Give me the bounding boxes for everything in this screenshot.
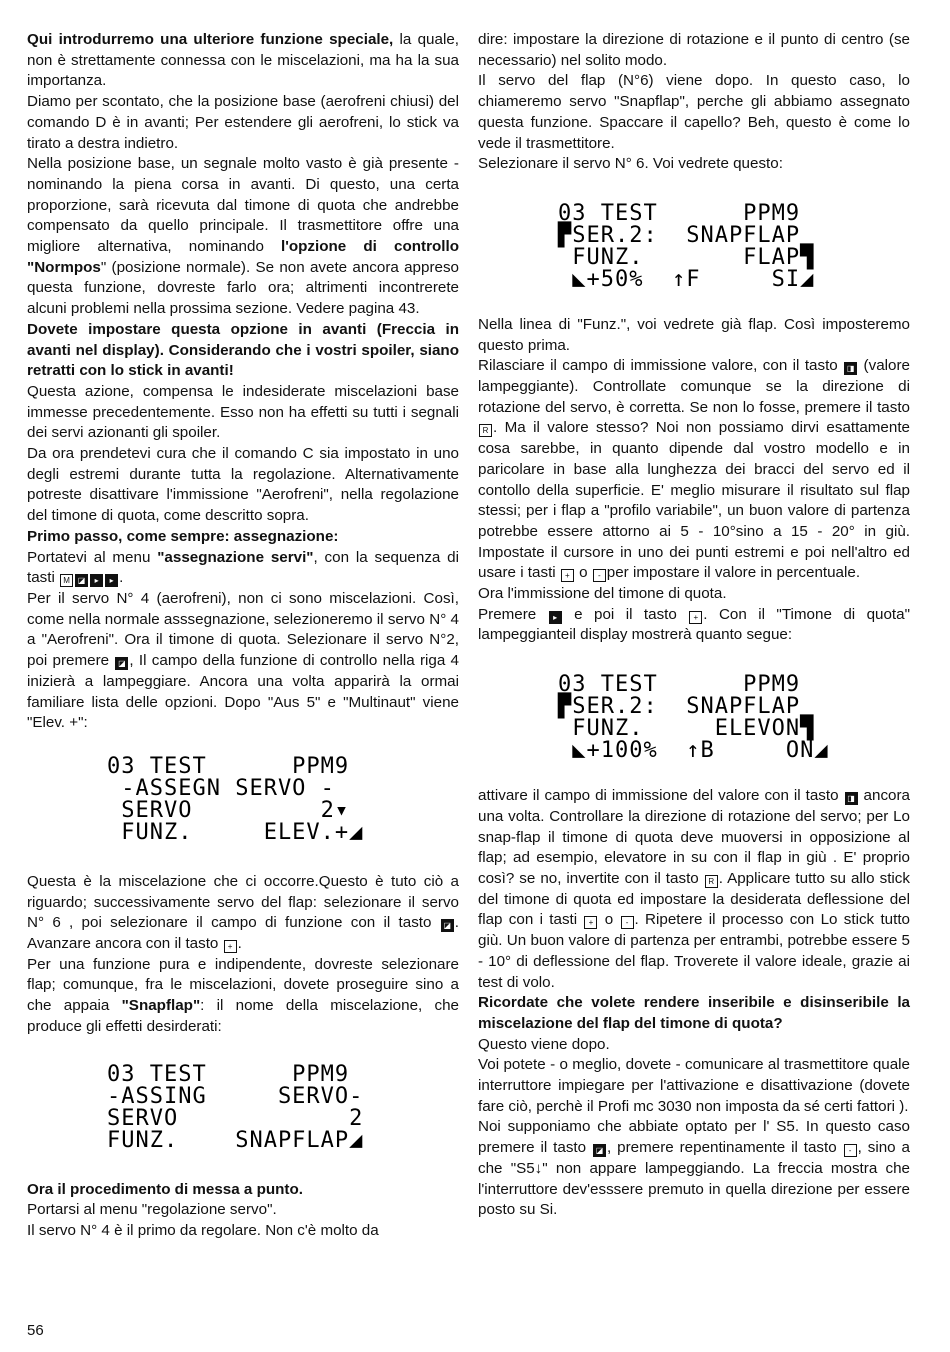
text: . Applicare tutto su allo stick del timone di quota ed impostare la desiderata deflessione del flap con i tasti xyxy=(478,869,910,929)
lcd-display-assign-elev xyxy=(107,753,459,845)
left-column xyxy=(27,30,459,1242)
enter-key-icon: ◪ xyxy=(441,919,454,932)
bold-text: "Snapflap" xyxy=(121,997,201,1015)
paragraph xyxy=(27,154,459,320)
enter-key-icon: ◪ xyxy=(593,1144,606,1157)
bold-text: "assegnazione servi" xyxy=(157,548,314,566)
enter-key-icon: ◪ xyxy=(75,574,88,587)
text: , sino a che "S5↓" non appare lampeggiando. La freccia mostra che l'interruttore dev'esssere premuto in quella direzione per essere posto su Si. xyxy=(478,1139,910,1219)
right-key-icon: ▸ xyxy=(90,574,103,587)
text: attivare il campo di immissione del valore con il tasto xyxy=(478,787,844,805)
text: . Ripetere il processo con Lo stick tutto giù. Un buon valore di partenza per entrambi, potrebbe essere 5 - 10° di deflessione del flap. Troverete il valore ideale, grazie ai test di volo. xyxy=(478,911,911,991)
minus-key-icon: - xyxy=(621,916,634,929)
paragraph xyxy=(478,356,910,584)
text: Per il servo N° 4 (aerofreni), non ci sono miscelazioni. Così, come nella normale asssegnazione, selezioneremo il servo N° 4 a "Aerofreni". Ora il timone di quota. Selezionare il servo N°2, poi premere xyxy=(27,589,459,670)
text: . Con il "Timone di quota" lampeggianteil display mostrerà quanto segue: xyxy=(478,605,910,644)
lcd-line: SERVO 2▾ xyxy=(107,797,350,823)
lcd-line: FUNZ. FLAP▜ xyxy=(558,244,815,270)
select-key-icon: ◨ xyxy=(845,792,858,805)
intro-text: la quale, non è strettamente connessa con le miscelazioni, ma ha la sua importanza. xyxy=(27,31,459,90)
menu-key-icon: M xyxy=(60,574,73,587)
lcd-line: -ASSEGN SERVO - xyxy=(107,775,335,801)
bold-paragraph: Ricordate che volete rendere inseribile e disinseribile la miscelazione del flap del timone di quota? xyxy=(478,994,910,1032)
plus-key-icon: + xyxy=(584,916,597,929)
paragraph: Questa azione, compensa le indesiderate miscelazioni base immesse precedentemente. Esso non ha effetti su tutti i segnali dei servi azionanti gli spoiler. xyxy=(27,382,459,442)
text: Per una funzione pura e indipendente, dovreste selezionare flap; comunque, fra le miscelazioni, dovete proseguire sino a che appaia xyxy=(27,955,459,1015)
paragraph: Ora l'immissione del timone di quota. xyxy=(478,585,727,603)
paragraph: Nella linea di "Funz.", voi vedrete già flap. Così imposteremo questo prima. xyxy=(478,315,910,354)
text: Questa è la miscelazione che ci occorre.Questo è tuto ciò a riguardo; successivamente servo del flap: selezionare il servo N° 6 , poi selezionare il campo di funzione con il tasto xyxy=(27,872,459,932)
text: Portatevi al menu xyxy=(27,548,158,566)
paragraph: Questo viene dopo. xyxy=(478,1035,610,1053)
lcd-line: FUNZ. ELEVON▜ xyxy=(558,716,815,742)
text: : il nome della miscelazione, che produce gli effetti desirderati: xyxy=(27,997,459,1035)
text: Rilasciare il campo di immissione valore, con il tasto xyxy=(478,357,844,375)
plus-key-icon: + xyxy=(224,940,237,953)
text: ancora una volta. Controllare la direzione di rotazione del servo; per Lo snap-flap il timone di quota deve muoversi in opposizione al flap; ad esempio, elevatore in su con il flap in giù . E' proprio così? se no, invertite con il tasto xyxy=(478,787,910,887)
section-heading: Primo passo, come sempre: assegnazione: xyxy=(27,527,339,545)
paragraph xyxy=(27,872,459,955)
text: Nella posizione base, un segnale molto vasto è già presente - nominando la piena corsa in avanti. Di questo, una certa proporzione, sarà ricevuta dal timone di quota che andrebbe compensato da quello principale. Il trasmettitore offre una migliore alternativa, nominando xyxy=(27,155,459,256)
paragraph xyxy=(478,1117,910,1221)
enter-key-icon: ◪ xyxy=(115,657,128,670)
lcd-line: ◣+50% ↑F SI◢ xyxy=(558,266,815,292)
bold-paragraph: Dovete impostare questa opzione in avanti (Freccia in avanti nel display). Considerando che i vostri spoiler, siano retratti con lo stick in avanti! xyxy=(27,320,459,380)
text: , con la sequenza di tasti xyxy=(27,548,460,587)
paragraph: dire: impostare la direzione di rotazione e il punto di centro (se necessario) nel solito modo. xyxy=(478,31,910,69)
paragraph: Il servo N° 4 è il primo da regolare. Non c'è molto da xyxy=(27,1221,379,1239)
text: , Il campo della funzione di controllo nella riga 4 inizierà a lampeggiare. Ancora una volta apparirà la ormai familiare lista delle opzioni. Dopo "Aus 5" e "Multinaut" viene "Elev. +": xyxy=(27,652,460,732)
text: (valore lampeggiante). Controllate comunque se la direzione di rotazione del servo, è corretta. Se non lo fosse, premere il tasto xyxy=(478,357,910,416)
text: , premere repentinamente il tasto xyxy=(607,1139,843,1157)
text: Premere xyxy=(478,605,548,623)
paragraph: Selezionare il servo N° 6. Voi vedrete questo: xyxy=(478,155,783,173)
minus-key-icon: - xyxy=(593,569,606,582)
lcd-display-assign-snapflap xyxy=(107,1061,459,1153)
lcd-line: SERVO 2 xyxy=(107,1105,364,1131)
paragraph xyxy=(27,548,459,589)
intro-paragraph xyxy=(27,30,459,92)
text: o xyxy=(598,911,620,929)
lcd-line: 03 TEST PPM9 xyxy=(558,672,801,698)
paragraph: Il servo del flap (N°6) viene dopo. In questo caso, lo chiameremo servo "Snapflap", perche gli abbiamo assegnato questa funzione. Spaccare il capello? Beh, questo è come lo vede il trasmettitore. xyxy=(478,72,910,152)
reverse-key-icon: R xyxy=(479,424,492,437)
text: . Ma il valore stesso? Noi non possiamo dirvi esattamente cosa sarebbe, in quanto dipende dal vostro modello e in paricolare in base alla lunghezza dei bracci del servo ed il contollo della superficie. E' meglio misurare il risultato sul flap stessi; per i flap a "profilo variabile", un buon valore di partenza potrebbe essere attorno ai 5 - 10°sino a 15 - 20° in giù. Impostate il cursore in uno dei punti estremi e poi nell'altro ed usare i tasti xyxy=(478,419,910,582)
text: o xyxy=(574,564,592,582)
select-key-icon: ◨ xyxy=(844,362,857,375)
lcd-line: ▛SER.2: SNAPFLAP xyxy=(558,222,801,248)
minus-key-icon: - xyxy=(844,1144,857,1157)
lcd-line: ◣+100% ↑B ON◢ xyxy=(558,738,829,764)
text: per impostare il valore in percentuale. xyxy=(606,564,861,582)
paragraph xyxy=(27,955,459,1038)
lcd-display-flap xyxy=(558,200,910,292)
section-heading: Ora il procedimento di messa a punto. xyxy=(27,1180,303,1198)
paragraph xyxy=(27,589,459,734)
lcd-line: -ASSING SERVO- xyxy=(107,1083,364,1109)
paragraph xyxy=(478,786,910,993)
lcd-display-elevon xyxy=(558,674,910,762)
reverse-key-icon: R xyxy=(705,875,718,888)
lcd-line: FUNZ. SNAPFLAP◢ xyxy=(107,1127,364,1153)
text: e poi il tasto xyxy=(562,605,689,623)
plus-key-icon: + xyxy=(561,569,574,582)
lcd-line: ▛SER.2: SNAPFLAP xyxy=(558,694,801,720)
bold-text: l'opzione di controllo "Normpos xyxy=(27,238,459,276)
lcd-line: 03 TEST PPM9 xyxy=(107,753,350,779)
right-key-icon: ▸ xyxy=(549,611,562,624)
paragraph: Portarsi al menu "regolazione servo". xyxy=(27,1201,277,1219)
text: " (posizione normale). Se non avete ancora appreso questa funzione, dovreste farlo ora; altrimenti incontrerete alcuni problemi nella prossima sezione. Vedere pagina 43. xyxy=(27,258,459,318)
right-key-icon: ▸ xyxy=(105,574,118,587)
text: Noi supponiamo che abbiate optato per l' S5. In questo caso premere il tasto xyxy=(478,1118,910,1157)
page-number: 56 xyxy=(27,1322,44,1339)
lcd-line: 03 TEST PPM9 xyxy=(107,1061,350,1087)
paragraph xyxy=(478,605,910,646)
lcd-line: FUNZ. ELEV.+◢ xyxy=(107,819,364,845)
paragraph: Voi potete - o meglio, dovete - comunicare al trasmettitore quale interruttore impiegare per l'attivazione e disattivazione (dovete fare ciò, perchè il Profi mc 3030 non imposta da sé certi fattori ). xyxy=(478,1056,910,1115)
paragraph: Diamo per scontato, che la posizione base (aerofreni chiusi) del comando D è in avanti; Per estendere gli aerofreni, lo stick va tirato a destra indietro. xyxy=(27,93,459,152)
paragraph: Da ora prendetevi cura che il comando C sia impostato in uno degli estremi durante tutta la regolazione. Alternativamente potreste disattivare l'immissione "Aerofreni", nella regolazione del timone di quota, come descritto sopra. xyxy=(27,445,459,525)
intro-bold: Qui introdurremo una ulteriore funzione speciale, xyxy=(27,31,394,48)
plus-key-icon: + xyxy=(689,611,702,624)
lcd-line: 03 TEST PPM9 xyxy=(558,200,801,226)
text: . xyxy=(119,569,124,587)
text: . xyxy=(237,935,242,953)
right-column xyxy=(478,30,910,1221)
text: . Avanzare ancora con il tasto xyxy=(27,914,459,953)
